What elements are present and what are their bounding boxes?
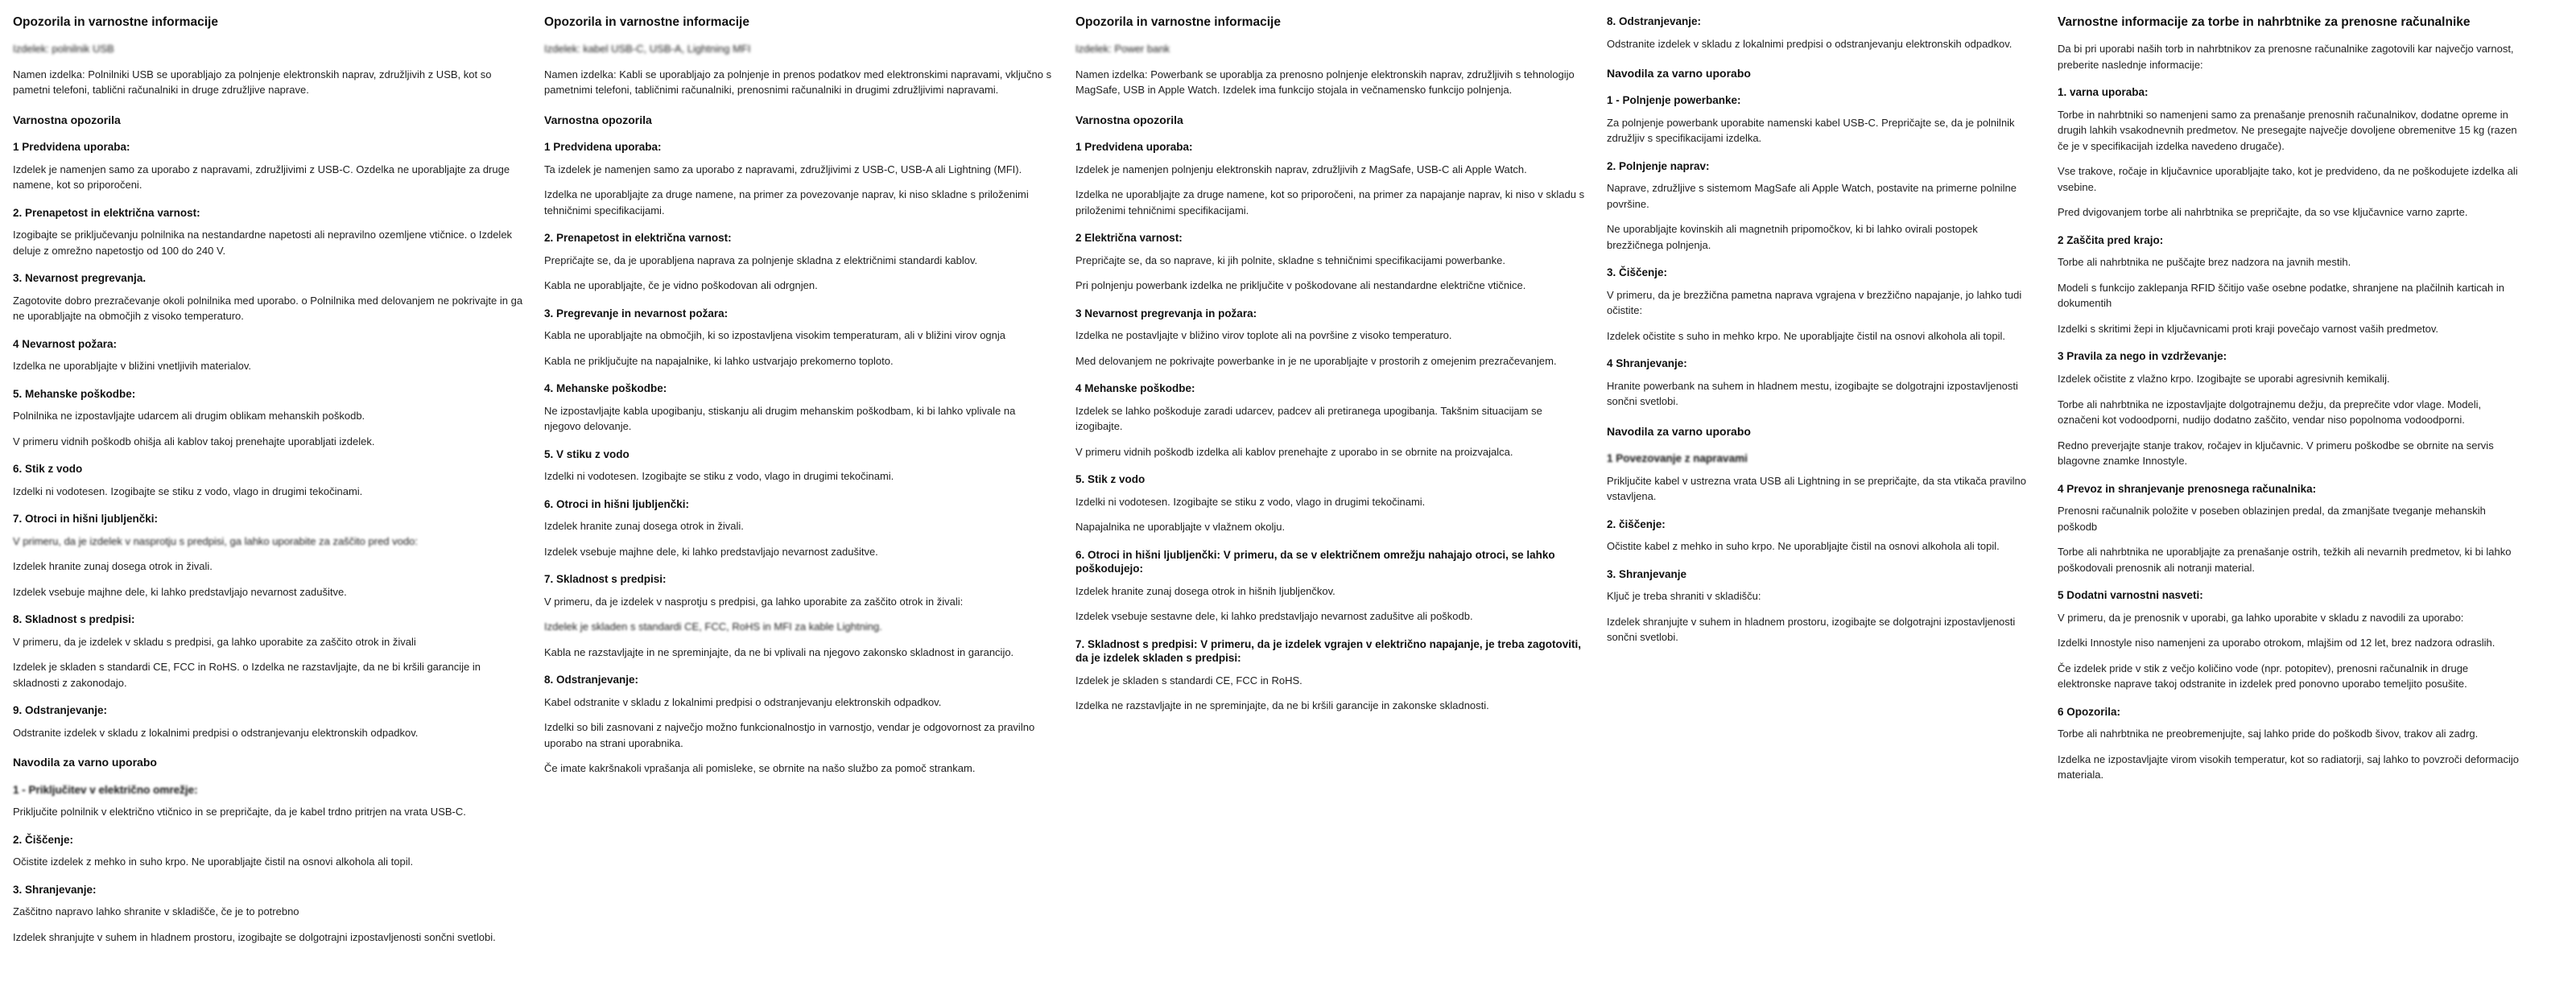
warning-title: 3 Pravila za nego in vzdrževanje: — [2058, 350, 2227, 363]
column-laptop-bags — [2058, 14, 2541, 793]
warning-title: 4. Mehanske poškodbe: — [544, 382, 667, 395]
usage-title: 2. čiščenje: — [1607, 517, 1666, 530]
warning-text: Izdelek hranite zunaj dosega otrok in živali. — [544, 520, 744, 533]
warning-text: Kabla ne uporabljajte na območjih, ki so izpostavljena visokim temperaturam, ali v bližini virov ognja — [544, 329, 1006, 342]
warning-text: Izdelki ni vodotesen. Izogibajte se stiku z vodo, vlago in drugimi tekočinami. — [544, 470, 894, 483]
warning-title: 8. Odstranjevanje: — [544, 674, 639, 686]
warning-text: V primeru, da je prenosnik v uporabi, ga lahko uporabite v skladu z navodili za uporabo: — [2058, 611, 2464, 624]
usage-heading: Navodila za varno uporabo — [13, 756, 157, 769]
warning-title: 4 Mehanske poškodbe: — [1075, 382, 1195, 395]
usage-title: 3. Čiščenje: — [1607, 266, 1668, 279]
warning-title: 1 Predvidena uporaba: — [13, 141, 130, 154]
warning-title: 5. V stiku z vodo — [544, 447, 630, 460]
warning-text: Ne izpostavljajte kabla upogibanju, stiskanju ali drugim mehanskim poškodbam, ki bi lahko vplivale na njegovo delovanje. — [544, 404, 1016, 433]
warning-text: Redno preverjajte stanje trakov, ročajev in ključavnic. V primeru poškodbe se obrnite na servis blagovne znamke Innostyle. — [2058, 439, 2494, 468]
usage-title: 3. Shranjevanje — [1607, 567, 1687, 580]
warning-title: 5. Mehanske poškodbe: — [13, 387, 136, 400]
column-usb-c-charger — [13, 14, 544, 954]
warning-text: Izdelki s skritimi žepi in ključavnicami proti kraji povečajo varnost vaših predmetov. — [2058, 322, 2438, 335]
warning-text: Vse trakove, ročaje in ključavnice uporabljajte tako, kot je predvideno, da ne poškodujete izdelka ali vsebine. — [2058, 165, 2518, 193]
section-title: Opozorila in varnostne informacije — [1075, 15, 1281, 29]
warning-title: 3. Nevarnost pregrevanja. — [13, 272, 147, 285]
warning-text: Torbe ali nahrbtnika ne uporabljajte za prenašanje ostrih, težkih ali nevarnih predmetov, ki bi lahko poškodovali prenosnik ali notranji material. — [2058, 546, 2512, 574]
warning-text: Napajalnika ne uporabljajte v vlažnem okolju. — [1075, 521, 1286, 534]
usage-text: Očistite kabel z mehko in suho krpo. Ne uporabljajte čistil na osnovi alkohola ali topil. — [1607, 540, 2000, 553]
product-purpose: Namen izdelka: Polnilniki USB se uporabljajo za polnjenje elektronskih naprav, združljivih z USB, kot so pametni telefoni, tablični računalniki in druge združljive naprave. — [13, 68, 492, 97]
warning-title: 2 Električna varnost: — [1075, 232, 1183, 245]
usage-text: Ne uporabljajte kovinskih ali magnetnih pripomočkov, ki bi lahko ovirali postopek brezžičnega polnjenja. — [1607, 223, 1978, 251]
warning-text: Prepričajte se, da so naprave, ki jih polnite, skladne s tehničnimi specifikacijami powerbanke. — [1075, 254, 1505, 266]
warnings-heading: Varnostna opozorila — [544, 113, 652, 126]
usage-text: Očistite izdelek z mehko in suho krpo. Ne uporabljajte čistil na osnovi alkohola ali topil. — [13, 856, 414, 868]
warning-text: Izogibajte se priključevanju polnilnika na nestandardne napetosti ali nepravilno ozemljene vtičnice. o Izdelek deluje z omrežno napetostjo od 100 do 240 V. — [13, 229, 513, 257]
usage-text: Zaščitno napravo lahko shranite v skladišče, če je to potrebno — [13, 905, 299, 918]
warning-title: 1 Predvidena uporaba: — [1075, 141, 1193, 154]
usage-text: Ključ je treba shraniti v skladišču: — [1607, 590, 1761, 603]
warning-title: 3 Nevarnost pregrevanja in požara: — [1075, 307, 1257, 320]
intro-text: Da bi pri uporabi naših torb in nahrbtnikov za prenosne računalnike zagotovili kar največjo varnost, preberite naslednje informacije: — [2058, 43, 2514, 71]
warning-text: Zagotovite dobro prezračevanje okoli polnilnika med uporabo. o Polnilnika med delovanjem ne pokrivajte in ga ne uporabljajte na območjih z visoko temperaturo. — [13, 294, 523, 323]
warnings-heading: Varnostna opozorila — [1075, 113, 1183, 126]
warning-title: 2. Prenapetost in električna varnost: — [13, 206, 200, 219]
warning-text: Kabla ne uporabljajte, če je vidno poškodovan ali odrgnjen. — [544, 279, 818, 292]
product-purpose: Namen izdelka: Kabli se uporabljajo za polnjenje in prenos podatkov med elektronskimi napravami, vključno s pametnimi telefoni, tabličnimi računalniki, prenosnimi računalniki in drugimi združljivimi napravami. — [544, 68, 1052, 97]
warning-text: Kabla ne razstavljajte in ne spreminjajte, da ne bi vplivali na njegovo zakonsko skladnost in garancijo. — [544, 645, 1014, 658]
usage-title: 3. Shranjevanje: — [13, 883, 97, 896]
warning-text: Izdelki ni vodotesen. Izogibajte se stiku z vodo, vlago in drugimi tekočinami. — [1075, 495, 1426, 508]
column-cable — [544, 14, 1075, 786]
warning-title: 5 Dodatni varnostni nasveti: — [2058, 589, 2203, 602]
usage-text: Za polnjenje powerbank uporabite namenski kabel USB-C. Prepričajte se, da je polnilnik združljiv s specifikacijami izdelka. — [1607, 116, 2015, 145]
warning-text: Kabla ne priključujte na napajalnike, ki lahko ustvarjajo prekomerno toploto. — [544, 354, 894, 367]
warning-title: 1 Predvidena uporaba: — [544, 141, 662, 154]
usage-title: 2. Polnjenje naprav: — [1607, 159, 1710, 172]
usage-title: 4 Shranjevanje: — [1607, 357, 1687, 370]
warning-text: Med delovanjem ne pokrivajte powerbanke in je ne uporabljajte v prostorih z omejenim prezračevanjem. — [1075, 354, 1557, 367]
warning-title: 5. Stik z vodo — [1075, 473, 1146, 486]
warning-text: Pri polnjenju powerbank izdelka ne priključite v poškodovane ali nestandardne električne vtičnice. — [1075, 279, 1526, 292]
product-purpose: Namen izdelka: Powerbank se uporablja za prenosno polnjenje elektronskih naprav, združljivih s tehnologijo MagSafe, USB in Apple Watch. Izdelek ima funkcijo stojala in večnamensko funkcijo polnjenja. — [1075, 68, 1575, 97]
warning-text: Prepričajte se, da je uporabljena naprava za polnjenje skladna z električnimi standardi kablov. — [544, 254, 978, 266]
warning-text: Pred dvigovanjem torbe ali nahrbtnika se prepričajte, da so vse ključavnice varno zaprte. — [2058, 206, 2468, 219]
usage-text: Izdelek očistite s suho in mehko krpo. Ne uporabljajte čistil na osnovi alkohola ali topil. — [1607, 329, 2005, 342]
warning-text: Izdelki Innostyle niso namenjeni za uporabo otrokom, mlajšim od 12 let, brez nadzora odraslih. — [2058, 637, 2496, 649]
usage-title: 1 - Priključitev v električno omrežje: — [13, 783, 198, 796]
usage-text: Hranite powerbank na suhem in hladnem mestu, izogibajte se dolgotrajni izpostavljenosti sončni svetlobi. — [1607, 379, 2018, 408]
warning-text: Če izdelek pride v stik z večjo količino vode (npr. potopitev), prenosni računalnik in druge elektronske naprave takoj odstranite in izdelek pred ponovno uporabo temeljito posušite. — [2058, 662, 2469, 691]
warning-text: Izdelek očistite z vlažno krpo. Izogibajte se uporabi agresivnih kemikalij. — [2058, 373, 2390, 385]
product-label: Izdelek: Power bank — [1075, 43, 1170, 56]
usage-heading: Navodila za varno uporabo — [1607, 67, 1751, 80]
usage-text: Izdelek shranjujte v suhem in hladnem prostoru, izogibajte se dolgotrajni izpostavljenosti sončni svetlobi. — [13, 930, 496, 943]
warning-text: V primeru, da je izdelek v skladu s predpisi, ga lahko uporabite za zaščito otrok in živali — [13, 635, 416, 648]
warning-text: V primeru vidnih poškodb izdelka ali kablov prenehajte z uporabo in se obrnite na proizvajalca. — [1075, 445, 1513, 458]
usage-text: Priključite polnilnik v električno vtičnico in se prepričajte, da je kabel trdno pritrjen na vrata USB-C. — [13, 806, 466, 818]
warning-title: 4 Nevarnost požara: — [13, 337, 118, 350]
usage-title: 1 Povezovanje z napravami — [1607, 452, 1748, 465]
usage-text: Naprave, združljive s sistemom MagSafe ali Apple Watch, postavite na primerne polnilne površine. — [1607, 182, 2017, 210]
section-title: Opozorila in varnostne informacije — [13, 15, 218, 29]
warning-text: Izdelek se lahko poškoduje zaradi udarcev, padcev ali pretiranega upogibanja. Takšnim situacijam se izogibajte. — [1075, 404, 1542, 433]
section-title: Varnostne informacije za torbe in nahrbtnike za prenosne računalnike — [2058, 15, 2471, 29]
warning-title: 2. Prenapetost in električna varnost: — [544, 232, 732, 245]
usage-text: Priključite kabel v ustrezna vrata USB ali Lightning in se prepričajte, da sta vtikača pravilno vstavljena. — [1607, 474, 2026, 503]
usage-heading-secondary: Navodila za varno uporabo — [1607, 424, 1751, 438]
warning-title: 6. Otroci in hišni ljubljenčki: V primeru, da se v električnem omrežju nahajajo otroci, se lahko poškodujejo: — [1075, 548, 1555, 575]
warning-text: Izdelka ne razstavljajte in ne spreminjajte, da ne bi kršili garancije in zakonske skladnosti. — [1075, 699, 1489, 712]
warnings-heading: Varnostna opozorila — [13, 113, 121, 126]
warning-text: Izdelek vsebuje sestavne dele, ki lahko predstavljajo nevarnost zadušitve ali poškodb. — [1075, 610, 1473, 623]
warning-text: Izdelek je namenjen polnjenju elektronskih naprav, združljivih z MagSafe, USB-C ali Apple Watch. — [1075, 163, 1527, 175]
warning-text: V primeru, da je izdelek v nasprotju s predpisi, ga lahko uporabite za zaščito otrok in živali: — [544, 595, 964, 608]
warning-title: 6. Otroci in hišni ljubljenčki: — [544, 497, 690, 510]
warning-text: Izdelek je skladen s standardi CE, FCC, RoHS in MFI za kable Lightning. — [544, 621, 882, 633]
warning-text: Izdelek vsebuje majhne dele, ki lahko predstavljajo nevarnost zadušitve. — [13, 585, 347, 598]
warning-text: Izdelka ne uporabljajte v bližini vnetljivih materialov. — [13, 360, 252, 373]
warning-title: 8. Skladnost s predpisi: — [13, 613, 135, 626]
warning-title: 7. Skladnost s predpisi: — [544, 573, 667, 586]
warning-text: Izdelek vsebuje majhne dele, ki lahko predstavljajo nevarnost zadušitve. — [544, 545, 878, 558]
warning-title: 4 Prevoz in shranjevanje prenosnega računalnika: — [2058, 482, 2317, 495]
warning-text: Odstranite izdelek v skladu z lokalnimi predpisi o odstranjevanju elektronskih odpadkov. — [13, 726, 419, 739]
warning-text: Polnilnika ne izpostavljajte udarcem ali drugim oblikam mehanskih poškodb. — [13, 410, 365, 423]
warning-text: Torbe ali nahrbtnika ne puščajte brez nadzora na javnih mestih. — [2058, 256, 2351, 269]
warning-text: Izdelka ne postavljajte v bližino virov toplote ali na površine z visoko temperaturo. — [1075, 329, 1452, 342]
warning-text: Izdelka ne uporabljajte za druge namene, kot so priporočeni, na primer za napajanje naprav, ki niso v skladu s priloženimi tehničnimi specifikacijami. — [1075, 188, 1585, 216]
warning-title: 1. varna uporaba: — [2058, 86, 2149, 99]
warning-title: 6. Stik z vodo — [13, 463, 83, 476]
warning-title: 3. Pregrevanje in nevarnost požara: — [544, 307, 729, 320]
warning-text: Torbe in nahrbtniki so namenjeni samo za prenašanje prenosnih računalnikov, dodatne opreme in drugih lahkih vsakodnevnih predmetov. Ne presegajte največje dovoljene obremenitve 15 kg (razen če je v specifikacijah izdelka navedeno drugače). — [2058, 108, 2517, 152]
footer-note: Če imate kakršnakoli vprašanja ali pomisleke, se obrnite na našo službo za pomoč strankam. — [544, 762, 976, 775]
warning-title: 6 Opozorila: — [2058, 705, 2121, 718]
column-powerbank-continued — [1607, 14, 2058, 655]
document-columns — [13, 14, 2563, 954]
warning-text: Ta izdelek je namenjen samo za uporabo z napravami, združljivimi z USB-C, USB-A ali Lightning (MFI). — [544, 163, 1022, 175]
warning-text: V primeru, da je izdelek v nasprotju s predpisi, ga lahko uporabite za zaščito pred vodo: — [13, 534, 418, 547]
warning-text: Torbe ali nahrbtnika ne preobremenjujte, saj lahko pride do poškodb šivov, trakov ali zadrg. — [2058, 728, 2479, 740]
warning-text: Izdelka ne uporabljajte za druge namene, na primer za povezovanje naprav, ki niso skladne s priloženimi tehničnimi specifikacijami. — [544, 188, 1029, 216]
warning-title: 9. Odstranjevanje: — [13, 704, 108, 717]
warning-text: Prenosni računalnik položite v poseben oblazinjen predal, da zmanjšate tveganje mehanskih poškodb — [2058, 505, 2486, 533]
warning-title: 8. Odstranjevanje: — [1607, 15, 1702, 27]
usage-text: V primeru, da je brezžična pametna naprava vgrajena v brezžično napajanje, jo lahko tudi očistite: — [1607, 288, 2022, 317]
warning-text: Odstranite izdelek v skladu z lokalnimi predpisi o odstranjevanju elektronskih odpadkov. — [1607, 37, 2013, 50]
warning-text: Modeli s funkcijo zaklepanja RFID ščitijo vaše osebne podatke, shranjene na plačilnih karticah in dokumentih — [2058, 281, 2504, 310]
column-powerbank — [1075, 14, 1607, 724]
warning-title: 2 Zaščita pred krajo: — [2058, 233, 2164, 246]
warning-text: Izdelka ne izpostavljajte virom visokih temperatur, kot so radiatorji, saj lahko to povzroči deformacijo materiala. — [2058, 752, 2519, 781]
usage-title: 2. Čiščenje: — [13, 833, 74, 846]
product-label: Izdelek: kabel USB-C, USB-A, Lightning MFI — [544, 43, 751, 56]
warning-text: V primeru vidnih poškodb ohišja ali kablov takoj prenehajte uporabljati izdelek. — [13, 435, 375, 447]
warning-text: Izdelek je namenjen samo za uporabo z napravami, združljivimi z USB-C. Ozdelka ne uporabljajte za druge namene, kot so priporočeni. — [13, 163, 510, 192]
usage-title: 1 - Polnjenje powerbanke: — [1607, 94, 1741, 107]
warning-title: 7. Skladnost s predpisi: V primeru, da je izdelek vgrajen v električno napajanje, je treba zagotoviti, da je izdelek skladen s predpisi: — [1075, 637, 1581, 665]
section-title: Opozorila in varnostne informacije — [544, 15, 749, 29]
product-label: Izdelek: polnilnik USB — [13, 43, 114, 56]
warning-text: Izdelek hranite zunaj dosega otrok in hišnih ljubljenčkov. — [1075, 584, 1335, 597]
warning-text: Izdelek hranite zunaj dosega otrok in živali. — [13, 560, 213, 573]
warning-text: Izdelek je skladen s standardi CE, FCC in RoHS. o Izdelka ne razstavljajte, da ne bi kršili garancije in skladnosti z zakonodajo. — [13, 661, 481, 689]
warning-text: Izdelki ni vodotesen. Izogibajte se stiku z vodo, vlago in drugimi tekočinami. — [13, 484, 363, 497]
footer-note: Izdelki so bili zasnovani z največjo možno funkcionalnostjo in varnostjo, vendar je odgovornost za pravilno uporabo na strani uporabnika. — [544, 721, 1035, 749]
usage-text: Izdelek shranjujte v suhem in hladnem prostoru, izogibajte se dolgotrajni izpostavljenosti sončni svetlobi. — [1607, 615, 2016, 644]
warning-text: Kabel odstranite v skladu z lokalnimi predpisi o odstranjevanju elektronskih odpadkov. — [544, 695, 942, 708]
warning-text: Torbe ali nahrbtnika ne izpostavljajte dolgotrajnemu dežju, da preprečite vdor vlage. Modeli, označeni kot vodoodporni, nudijo dodatno zaščito, vendar niso popolnoma vodoodporni. — [2058, 398, 2482, 427]
warning-text: Izdelek je skladen s standardi CE, FCC in RoHS. — [1075, 674, 1302, 686]
warning-title: 7. Otroci in hišni ljubljenčki: — [13, 513, 159, 526]
